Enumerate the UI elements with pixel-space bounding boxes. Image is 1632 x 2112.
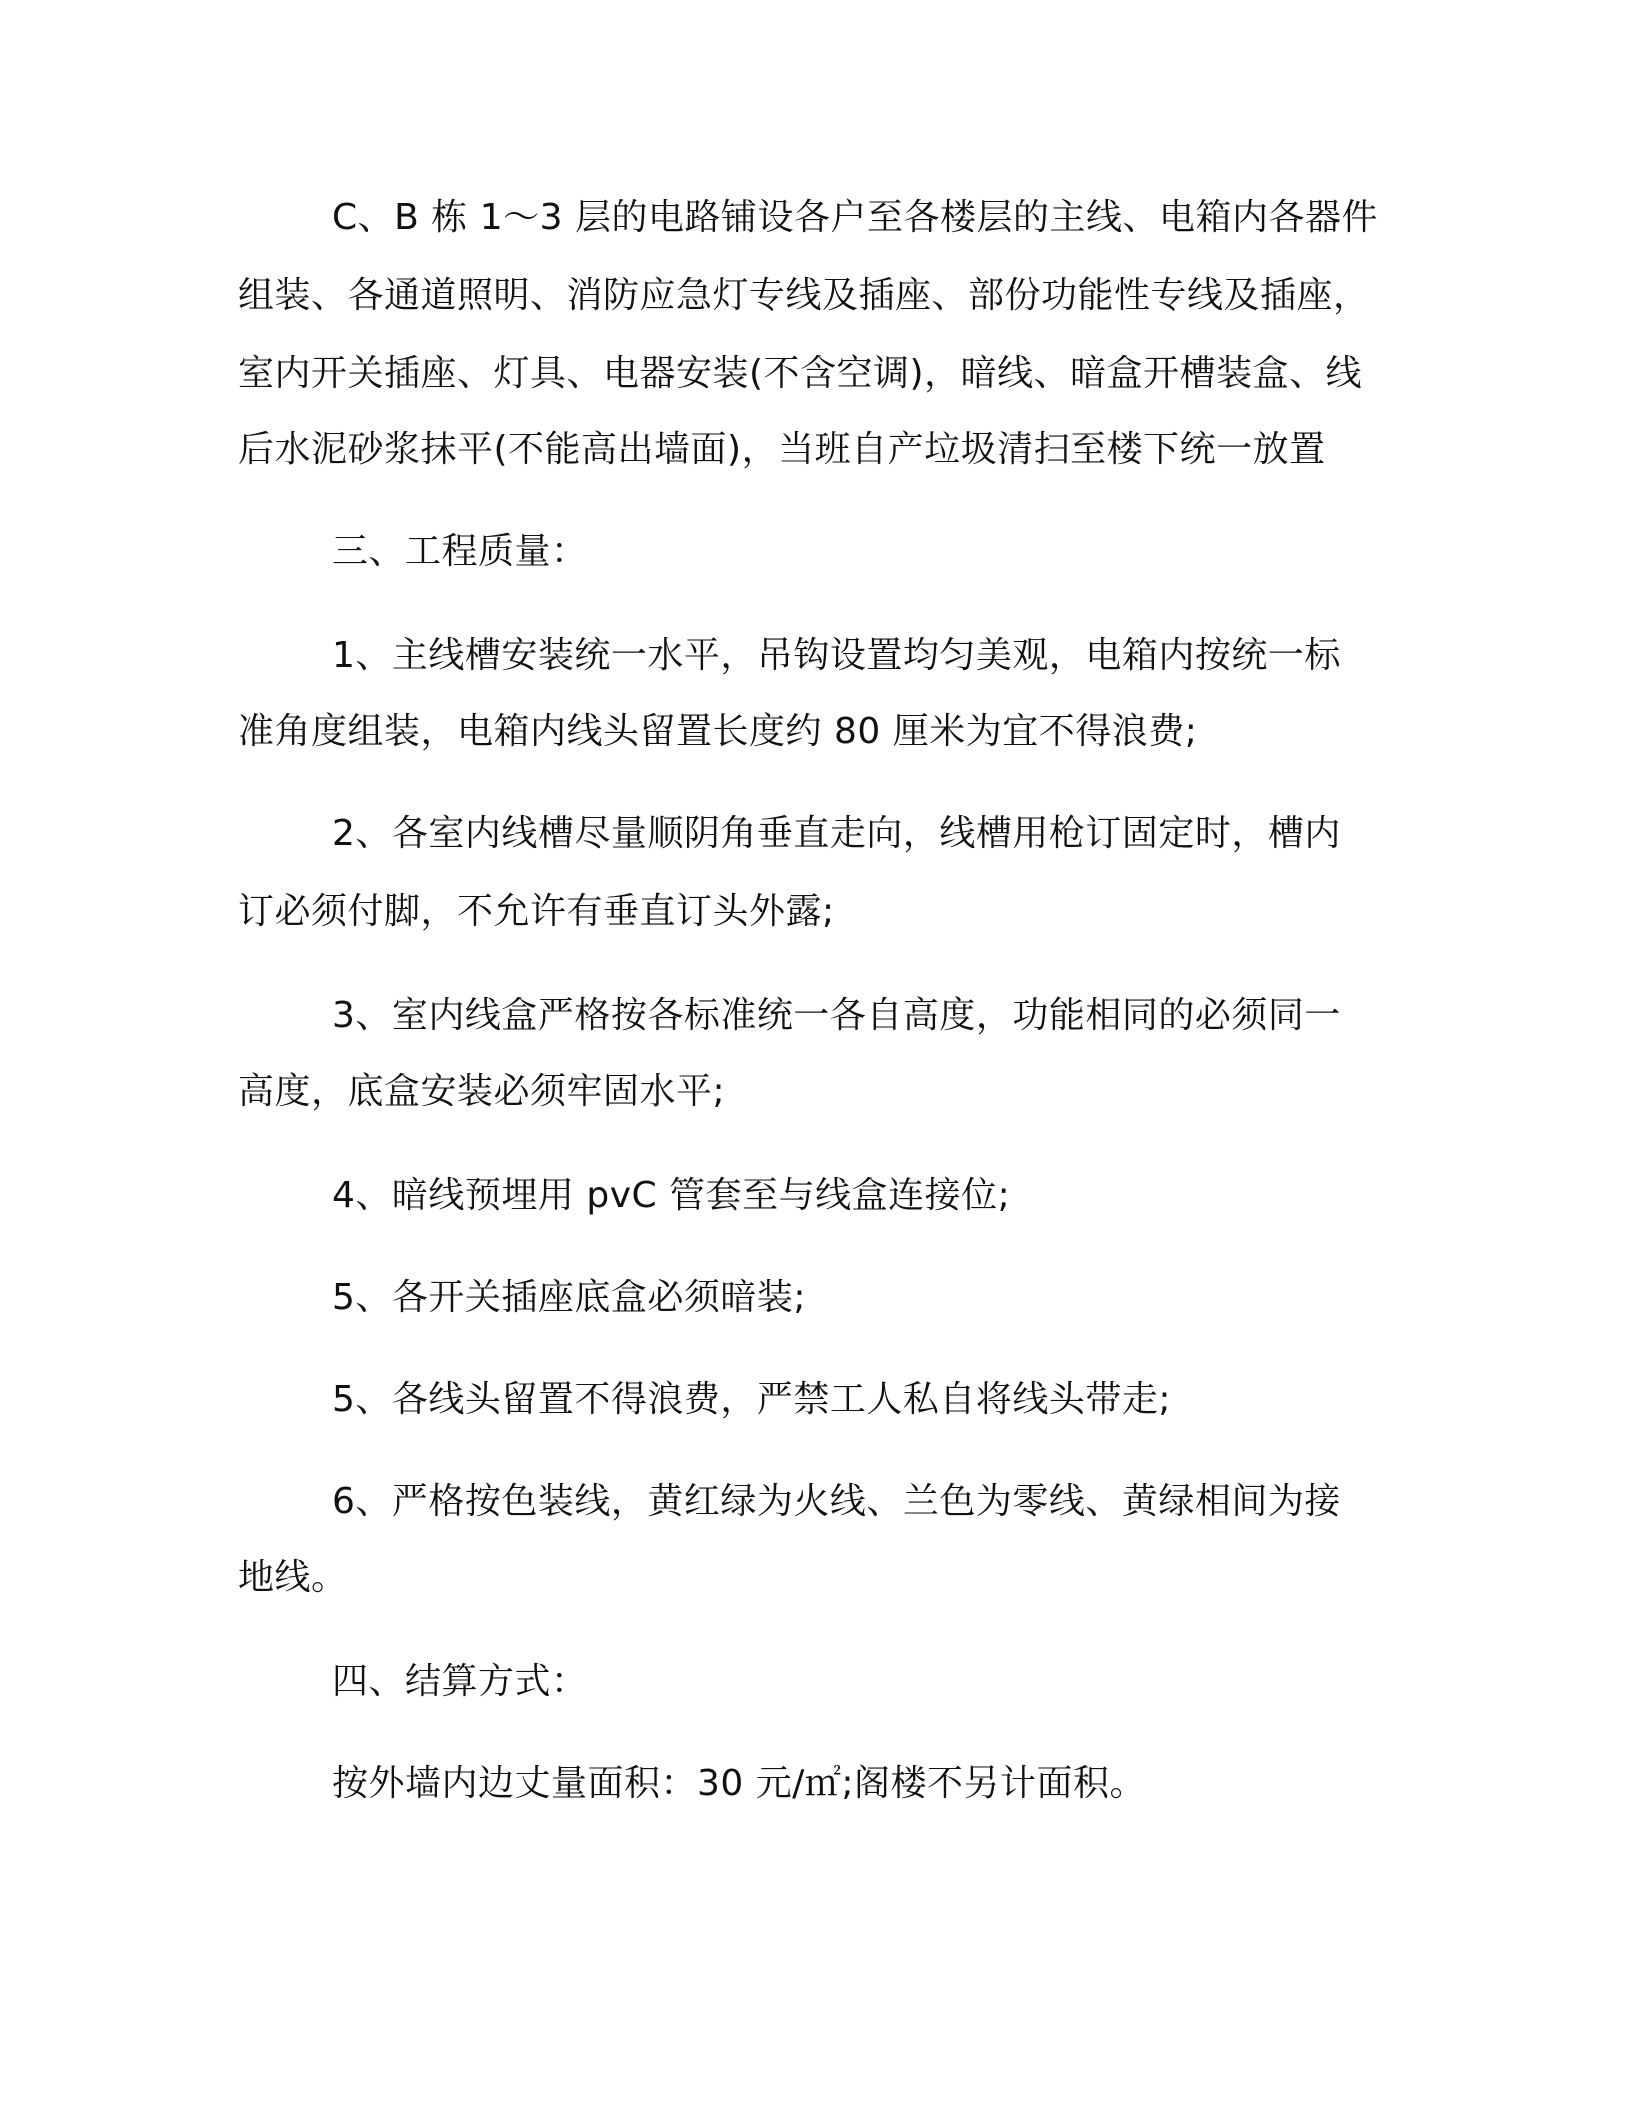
heading-quality: 三、工程质量： [332, 531, 588, 572]
quality-item-1-line-2: 准角度组装，电箱内线头留置长度约 80 厘米为宜不得浪费; [238, 711, 1198, 752]
quality-item-2-line-1: 2、各室内线槽尽量顺阴角垂直走向，线槽用枪订固定时，槽内 [332, 813, 1341, 854]
quality-item-6-line-1: 6、严格按色装线，黄红绿为火线、兰色为零线、黄绿相间为接 [332, 1481, 1341, 1522]
quality-item-4: 4、暗线预埋用 pvC 管套至与线盒连接位; [332, 1175, 1011, 1216]
quality-item-1-line-1: 1、主线槽安装统一水平，吊钩设置均匀美观，电箱内按统一标 [332, 635, 1341, 676]
quality-item-3-line-2: 高度，底盒安装必须牢固水平; [238, 1071, 726, 1112]
settlement-text: 按外墙内边丈量面积：30 元/㎡;阁楼不另计面积。 [332, 1763, 1147, 1804]
quality-item-3-line-1: 3、室内线盒严格按各标准统一各自高度，功能相同的必须同一 [332, 995, 1341, 1036]
paragraph-scope-c-line-1: C、B 栋 1～3 层的电路铺设各户至各楼层的主线、电箱内各器件 [332, 197, 1378, 238]
paragraph-scope-c-line-2: 组装、各通道照明、消防应急灯专线及插座、部份功能性专线及插座， [238, 275, 1370, 316]
quality-item-2-line-2: 订必须付脚，不允许有垂直订头外露; [238, 891, 835, 932]
quality-item-6-line-2: 地线。 [238, 1557, 348, 1598]
paragraph-scope-c-line-4: 后水泥砂浆抹平(不能高出墙面)，当班自产垃圾清扫至楼下统一放置 [238, 429, 1326, 470]
paragraph-scope-c-line-3: 室内开关插座、灯具、电器安装(不含空调)，暗线、暗盒开槽装盒、线 [238, 353, 1363, 394]
quality-item-5b: 5、各线头留置不得浪费，严禁工人私自将线头带走; [332, 1379, 1172, 1420]
quality-item-5a: 5、各开关插座底盒必须暗装; [332, 1277, 807, 1318]
heading-settlement: 四、结算方式： [332, 1661, 588, 1702]
